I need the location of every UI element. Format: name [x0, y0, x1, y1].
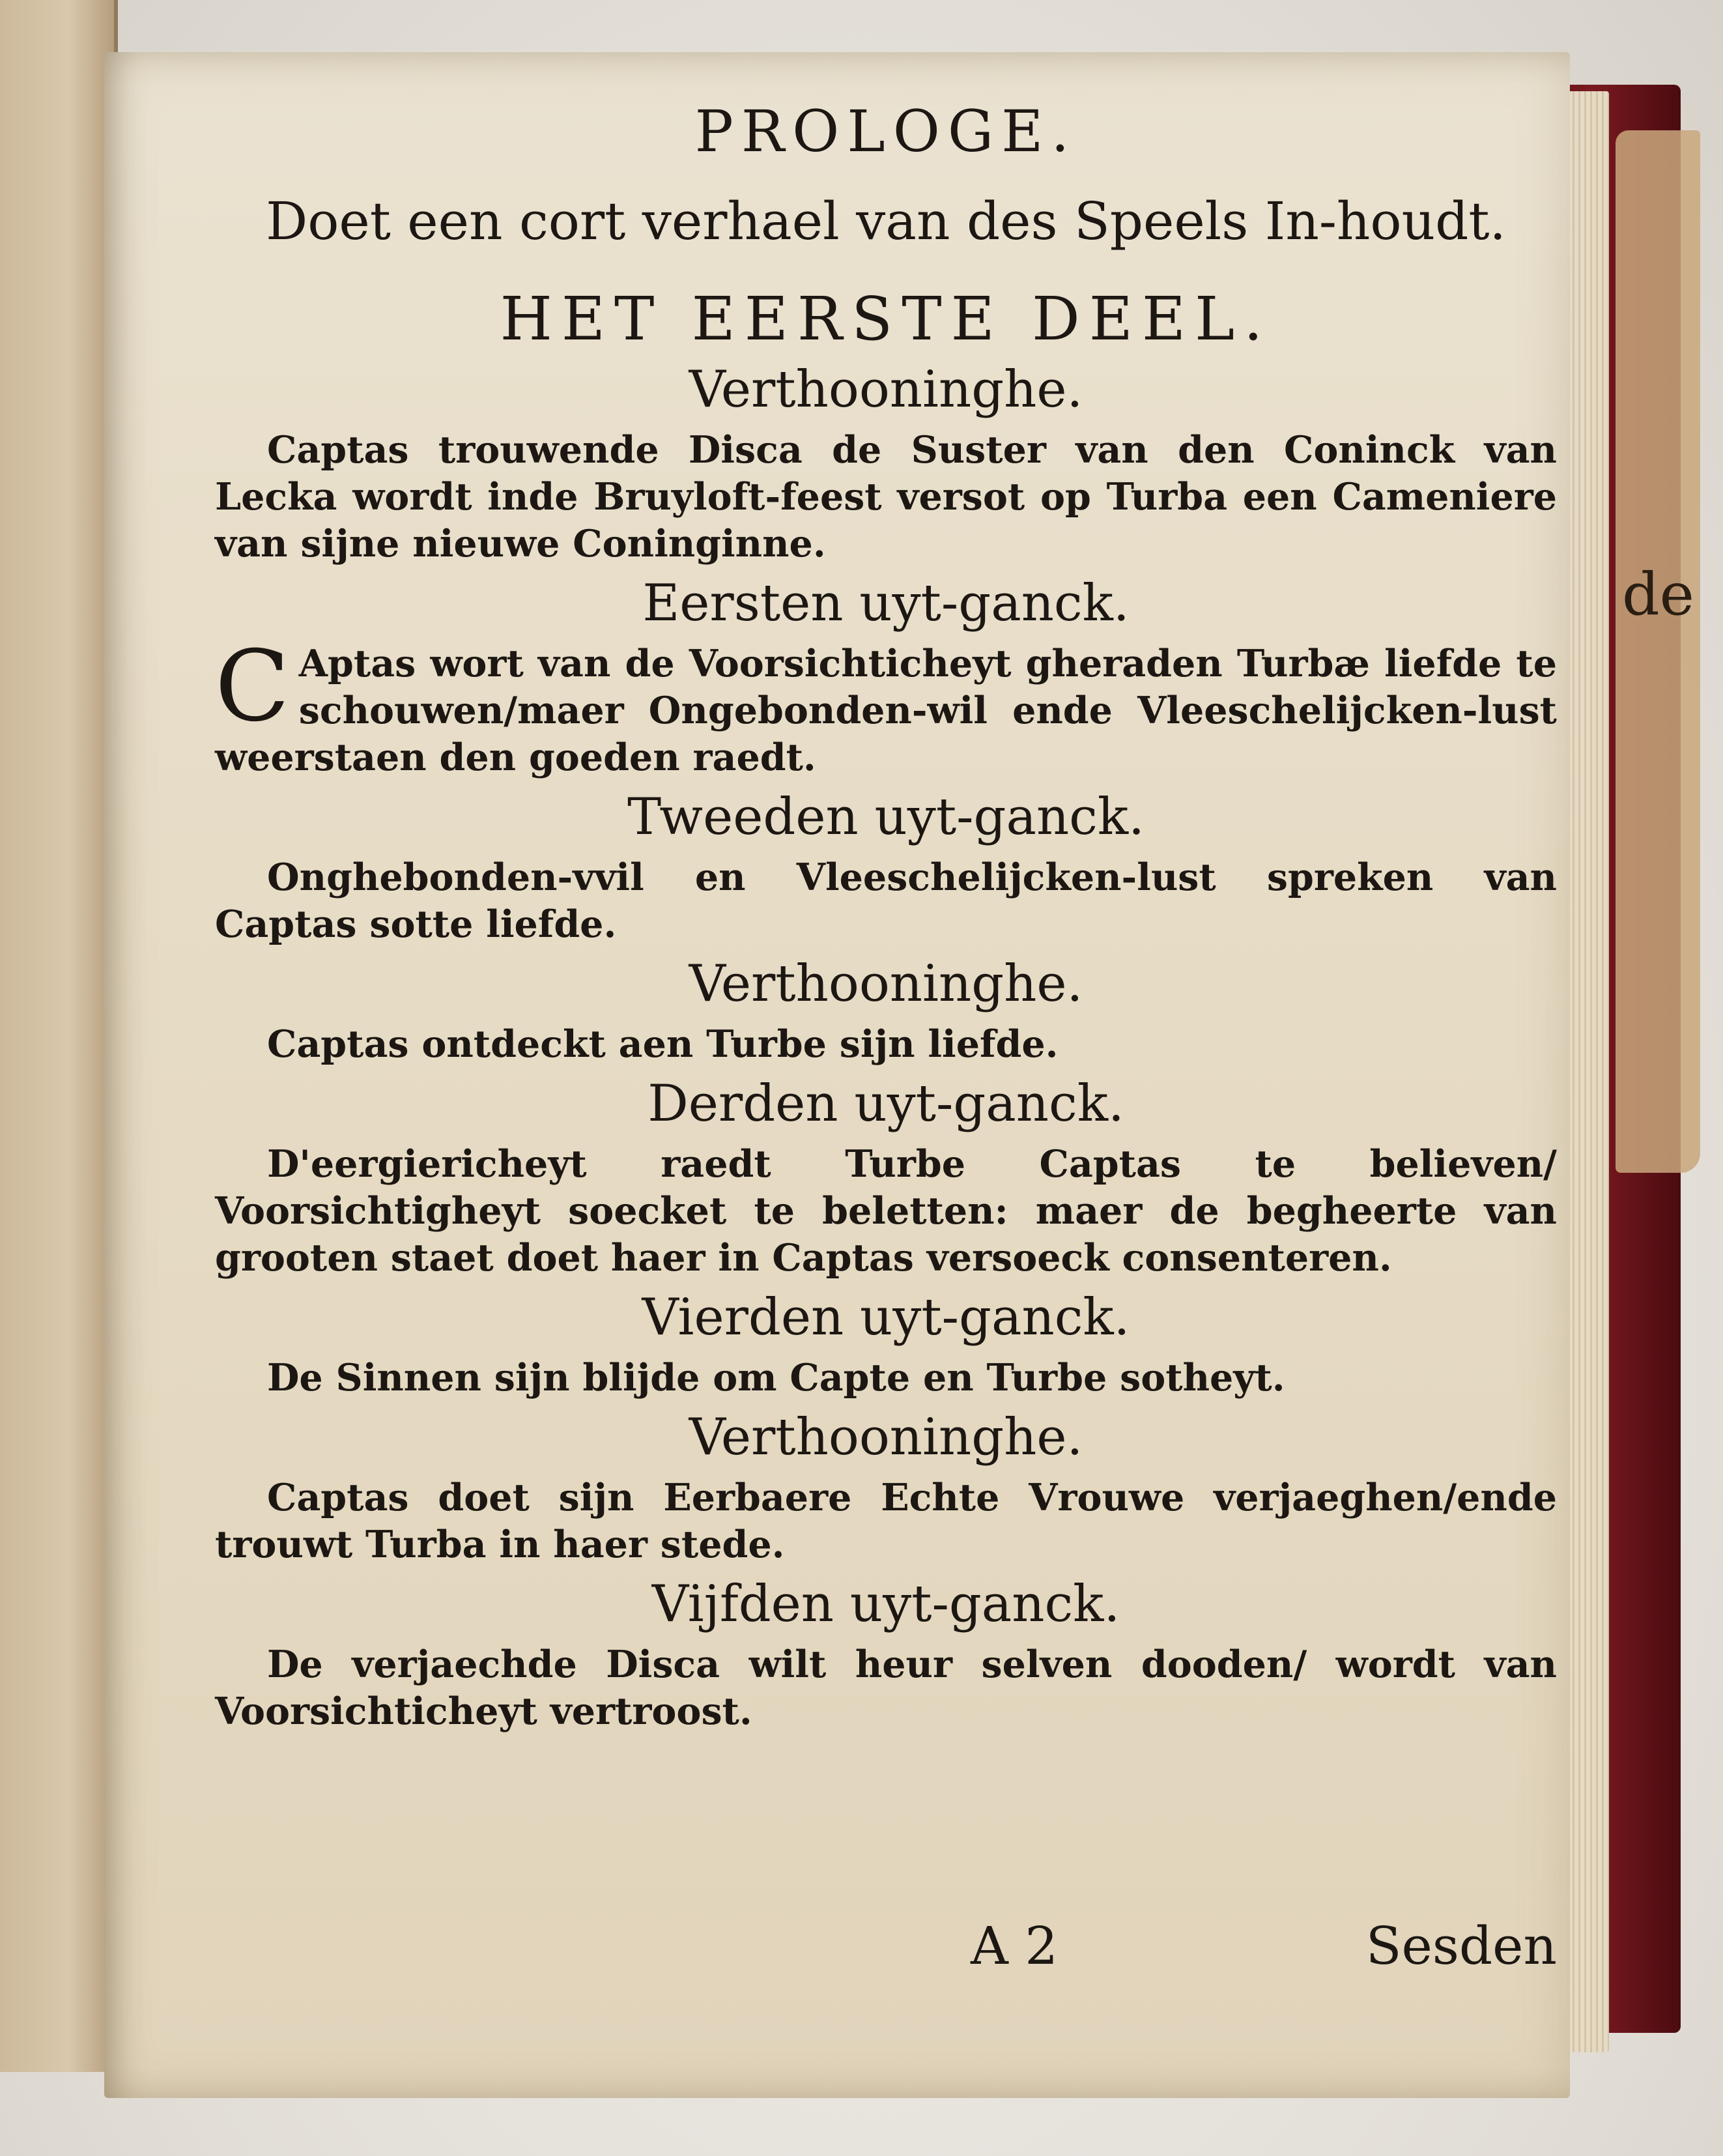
section-text: D'eergiericheyt raedt Turbe Captas te believen/ Voorsichtigheyt soecket te beletten: maer de begheerte van grooten staet doet haer in Captas versoeck consenteren.	[215, 1142, 1557, 1280]
left-facing-page	[0, 0, 118, 2072]
section-heading: Vierden uyt-ganck.	[642, 1288, 1130, 1347]
section-heading: Verthooninghe.	[689, 360, 1083, 419]
section-text-body: Aptas wort van de Voorsichticheyt gheraden Turbæ liefde te schouwen/maer Ongebonden-wil ende Vleeschelijcken-lust weerstaen den goeden raedt.	[215, 642, 1557, 779]
section-heading: Eersten uyt-ganck.	[642, 574, 1130, 633]
section-heading: Verthooninghe.	[689, 955, 1083, 1013]
section-text: De Sinnen sijn blijde om Capte en Turbe sotheyt.	[267, 1356, 1285, 1400]
section-heading: Tweeden uyt-ganck.	[627, 788, 1145, 846]
section-text: Captas ontdeckt aen Turbe sijn liefde.	[267, 1022, 1059, 1066]
section-text: Onghebonden-vvil en Vleeschelijcken-lust spreken van Captas sotte liefde.	[215, 855, 1557, 946]
page-content	[215, 98, 1557, 1739]
catchword: Sesden	[1365, 1916, 1557, 1976]
page-subtitle: Doet een cort verhael van des Speels In-houdt.	[266, 191, 1506, 252]
torn-page-text: de	[1622, 560, 1694, 629]
part-heading: HET EERSTE DEEL.	[500, 284, 1272, 354]
section-heading: Vijfden uyt-ganck.	[651, 1575, 1120, 1633]
section-text: Captas trouwende Disca de Suster van den Coninck van Lecka wordt inde Bruyloft-feest versot op Turba een Cameniere van sijne nieuwe Coninginne.	[215, 428, 1557, 566]
section-text: De verjaechde Disca wilt heur selven dooden/ wordt van Voorsichticheyt vertroost.	[215, 1643, 1557, 1733]
section-heading: Derden uyt-ganck.	[648, 1074, 1124, 1133]
section-text	[215, 630, 1557, 781]
section-text: Captas doet sijn Eerbaere Echte Vrouwe verjaeghen/ende trouwt Turba in haer stede.	[215, 1476, 1557, 1566]
page-title: PROLOGE.	[694, 98, 1077, 165]
signature-mark: A 2	[971, 1916, 1059, 1976]
torn-page-fragment	[1616, 130, 1700, 1173]
section-heading: Verthooninghe.	[689, 1408, 1083, 1467]
book-page	[104, 52, 1570, 2098]
drop-cap: C	[215, 630, 290, 743]
